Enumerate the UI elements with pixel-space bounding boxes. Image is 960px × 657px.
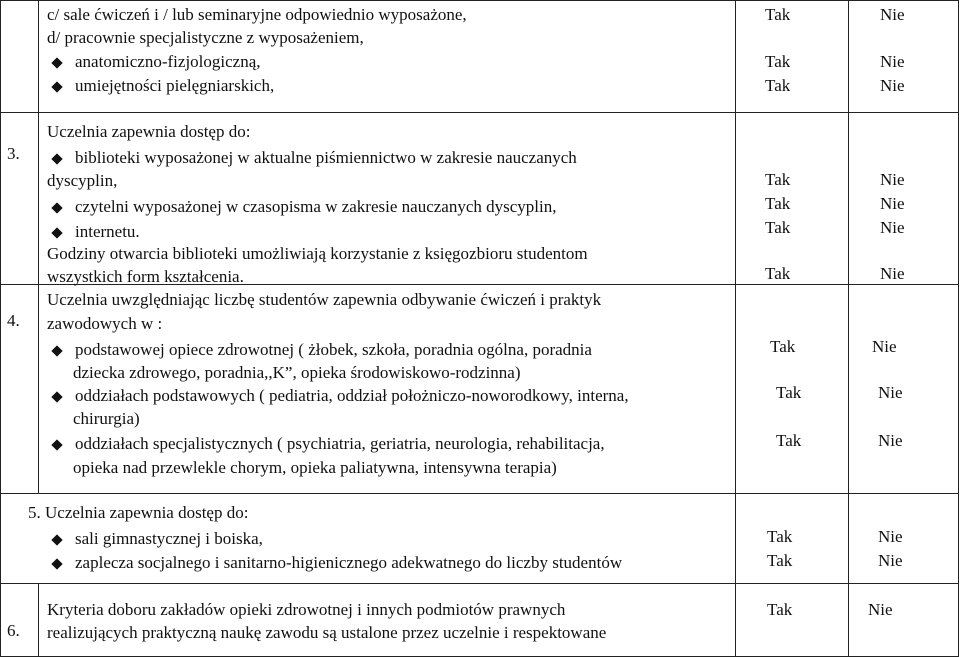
diamond-bullet-icon	[51, 57, 62, 68]
row2-line0: Uczelnia uwzględniając liczbę studentów zapewnia odbywanie ćwiczeń i praktyk	[47, 290, 602, 309]
row1-answer3-nie: Nie	[880, 264, 905, 283]
row1-answer2-tak: Tak	[765, 218, 791, 237]
row0-answer0-nie: Nie	[880, 5, 905, 24]
row0-answer2-nie: Nie	[880, 76, 905, 95]
row1-answer0-tak: Tak	[765, 170, 791, 189]
row3-line1: sali gimnastycznej i boiska,	[47, 527, 263, 550]
row0-answer1-tak: Tak	[765, 52, 791, 71]
row1-answer1-nie: Nie	[880, 194, 905, 213]
diamond-bullet-icon	[51, 153, 62, 164]
row1-line6: wszystkich form kształcenia.	[47, 267, 244, 286]
table-border-right	[958, 0, 959, 657]
row0-line3: umiejętności pielęgniarskich,	[47, 74, 274, 97]
diamond-bullet-icon	[51, 439, 62, 450]
row4-number: 6.	[7, 621, 20, 640]
row3-answer0-tak: Tak	[767, 527, 793, 546]
row3-answer1-tak: Tak	[767, 551, 793, 570]
row4-answer0-nie: Nie	[868, 600, 893, 619]
row2-answer1-nie: Nie	[878, 383, 903, 402]
diamond-bullet-icon	[51, 81, 62, 92]
col-divider-tak	[848, 0, 849, 657]
row0-answer0-tak: Tak	[765, 5, 791, 24]
diamond-bullet-icon	[51, 558, 62, 569]
row0-line2: anatomiczno-fizjologiczną,	[47, 50, 261, 73]
col-divider-content	[735, 0, 736, 657]
row4-line0: Kryteria doboru zakładów opieki zdrowotnej i innych podmiotów prawnych	[47, 600, 566, 619]
row1-line5: Godziny otwarcia biblioteki umożliwiają korzystanie z księgozbioru studentom	[47, 244, 588, 263]
row1-line0: Uczelnia zapewnia dostęp do:	[47, 122, 251, 141]
row2-line3: dziecka zdrowego, poradnia,,K”, opieka środowiskowo-rodzinna)	[73, 363, 521, 382]
row-divider-1	[0, 112, 959, 113]
row2-line4: oddziałach podstawowych ( pediatria, oddział położniczo-noworodkowy, interna,	[47, 384, 629, 407]
row2-answer2-tak: Tak	[776, 431, 802, 450]
row2-line7: opieka nad przewlekle chorym, opieka paliatywna, intensywna terapia)	[73, 458, 557, 477]
row3-answer0-nie: Nie	[878, 527, 903, 546]
diamond-bullet-icon	[51, 345, 62, 356]
diamond-bullet-icon	[51, 202, 62, 213]
row2-line2: podstawowej opiece zdrowotnej ( żłobek, szkoła, poradnia ogólna, poradnia	[47, 338, 592, 361]
row4-line1: realizujących praktyczną naukę zawodu są ustalone przez uczelnie i respektowane	[47, 623, 607, 642]
row0-answer2-tak: Tak	[765, 76, 791, 95]
row1-line1: biblioteki wyposażonej w aktualne piśmiennictwo w zakresie nauczanych	[47, 146, 577, 169]
row1-number: 3.	[7, 144, 20, 163]
row3-line0: 5. Uczelnia zapewnia dostęp do:	[28, 503, 249, 522]
row1-line2: dyscyplin,	[47, 171, 118, 190]
row4-answer0-tak: Tak	[767, 600, 793, 619]
row3-line2: zaplecza socjalnego i sanitarno-higienicznego adekwatnego do liczby studentów	[47, 551, 622, 574]
row0-line0: c/ sale ćwiczeń i / lub seminaryjne odpowiednio wyposażone,	[47, 5, 467, 24]
row1-answer3-tak: Tak	[765, 264, 791, 283]
row1-answer0-nie: Nie	[880, 170, 905, 189]
row0-answer1-nie: Nie	[880, 52, 905, 71]
row1-answer2-nie: Nie	[880, 218, 905, 237]
col-divider-number-lower	[38, 583, 39, 657]
diamond-bullet-icon	[51, 534, 62, 545]
row2-answer0-tak: Tak	[770, 337, 796, 356]
col-divider-number	[38, 0, 39, 493]
row1-line4: internetu.	[47, 220, 140, 243]
row2-answer2-nie: Nie	[878, 431, 903, 450]
row2-line1: zawodowych w :	[47, 314, 163, 333]
row-divider-3	[0, 493, 959, 494]
row2-number: 4.	[7, 311, 20, 330]
row0-line1: d/ pracownie specjalistyczne z wyposażeniem,	[47, 28, 364, 47]
row2-answer1-tak: Tak	[776, 383, 802, 402]
row2-line6: oddziałach specjalistycznych ( psychiatria, geriatria, neurologia, rehabilitacja,	[47, 432, 605, 455]
row3-answer1-nie: Nie	[878, 551, 903, 570]
row-divider-4	[0, 583, 959, 584]
row1-answer1-tak: Tak	[765, 194, 791, 213]
row3-number: 5.	[28, 503, 41, 522]
row2-line5: chirurgia)	[73, 409, 140, 428]
row1-line3: czytelni wyposażonej w czasopisma w zakresie nauczanych dyscyplin,	[47, 195, 557, 218]
table-border-top	[0, 0, 959, 1]
row2-answer0-nie: Nie	[872, 337, 897, 356]
diamond-bullet-icon	[51, 391, 62, 402]
table-border-left	[0, 0, 1, 657]
diamond-bullet-icon	[51, 227, 62, 238]
